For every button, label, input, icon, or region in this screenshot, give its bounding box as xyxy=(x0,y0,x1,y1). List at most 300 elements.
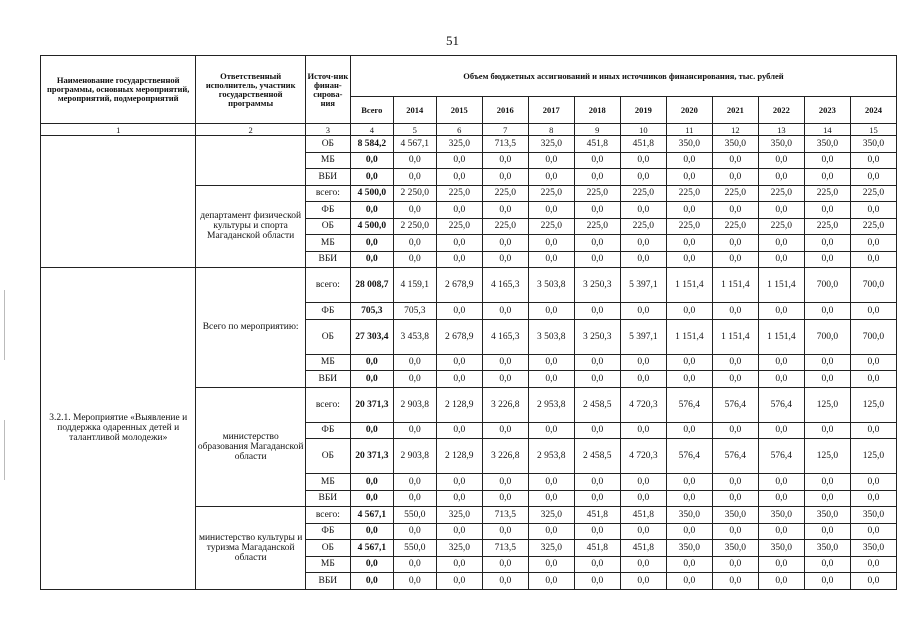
value-cell: 0,0 xyxy=(436,354,482,371)
header-year: 2020 xyxy=(666,97,712,124)
executor-cell: министерство культуры и туризма Магаданской области xyxy=(196,507,305,590)
value-cell: 5 397,1 xyxy=(620,268,666,303)
source-cell: ФБ xyxy=(305,303,350,320)
value-cell: 0,0 xyxy=(666,235,712,252)
value-cell: 0,0 xyxy=(393,523,436,540)
value-cell: 350,0 xyxy=(850,507,896,524)
value-cell: 0,0 xyxy=(850,235,896,252)
value-cell: 0,0 xyxy=(393,235,436,252)
value-cell: 0,0 xyxy=(804,202,850,219)
value-cell: 0,0 xyxy=(804,556,850,573)
value-cell: 0,0 xyxy=(620,371,666,388)
value-cell: 0,0 xyxy=(482,169,528,186)
value-cell: 225,0 xyxy=(804,218,850,235)
value-cell: 0,0 xyxy=(804,573,850,590)
value-cell: 0,0 xyxy=(712,354,758,371)
value-cell: 0,0 xyxy=(804,303,850,320)
value-cell: 0,0 xyxy=(804,490,850,507)
header-year: 2019 xyxy=(620,97,666,124)
value-cell: 2 903,8 xyxy=(393,439,436,474)
value-cell: 0,0 xyxy=(620,573,666,590)
value-cell: 0,0 xyxy=(620,422,666,439)
value-cell: 1 151,4 xyxy=(666,268,712,303)
total-cell: 0,0 xyxy=(350,152,393,169)
column-number: 1 xyxy=(41,124,196,136)
value-cell: 0,0 xyxy=(620,251,666,268)
value-cell: 350,0 xyxy=(712,540,758,557)
value-cell: 2 953,8 xyxy=(528,439,574,474)
value-cell: 0,0 xyxy=(574,422,620,439)
value-cell: 2 953,8 xyxy=(528,387,574,422)
value-cell: 0,0 xyxy=(666,251,712,268)
value-cell: 125,0 xyxy=(804,387,850,422)
header-year: 2014 xyxy=(393,97,436,124)
column-number: 2 xyxy=(196,124,305,136)
value-cell: 225,0 xyxy=(758,185,804,202)
value-cell: 1 151,4 xyxy=(758,319,804,354)
value-cell: 700,0 xyxy=(804,268,850,303)
executor-cell: Всего по мероприятию: xyxy=(196,268,305,388)
value-cell: 0,0 xyxy=(436,202,482,219)
value-cell: 0,0 xyxy=(528,251,574,268)
value-cell: 451,8 xyxy=(620,507,666,524)
value-cell: 550,0 xyxy=(393,507,436,524)
value-cell: 0,0 xyxy=(850,303,896,320)
value-cell: 325,0 xyxy=(528,540,574,557)
value-cell: 0,0 xyxy=(528,235,574,252)
value-cell: 0,0 xyxy=(528,303,574,320)
value-cell: 0,0 xyxy=(758,169,804,186)
value-cell: 0,0 xyxy=(393,251,436,268)
value-cell: 0,0 xyxy=(758,490,804,507)
value-cell: 4 720,3 xyxy=(620,387,666,422)
value-cell: 4 567,1 xyxy=(393,136,436,153)
value-cell: 0,0 xyxy=(758,422,804,439)
value-cell: 0,0 xyxy=(574,354,620,371)
value-cell: 2 678,9 xyxy=(436,319,482,354)
column-number: 8 xyxy=(528,124,574,136)
value-cell: 0,0 xyxy=(393,202,436,219)
value-cell: 0,0 xyxy=(666,202,712,219)
value-cell: 0,0 xyxy=(712,202,758,219)
value-cell: 451,8 xyxy=(574,507,620,524)
value-cell: 3 503,8 xyxy=(528,319,574,354)
value-cell: 0,0 xyxy=(482,371,528,388)
value-cell: 0,0 xyxy=(758,573,804,590)
value-cell: 0,0 xyxy=(712,523,758,540)
header-total: Всего xyxy=(350,97,393,124)
value-cell: 0,0 xyxy=(620,152,666,169)
value-cell: 225,0 xyxy=(712,218,758,235)
total-cell: 0,0 xyxy=(350,371,393,388)
value-cell: 325,0 xyxy=(528,507,574,524)
value-cell: 0,0 xyxy=(436,303,482,320)
value-cell: 225,0 xyxy=(574,185,620,202)
value-cell: 225,0 xyxy=(482,185,528,202)
value-cell: 225,0 xyxy=(758,218,804,235)
value-cell: 0,0 xyxy=(804,235,850,252)
value-cell: 0,0 xyxy=(574,303,620,320)
value-cell: 0,0 xyxy=(528,169,574,186)
value-cell: 0,0 xyxy=(850,251,896,268)
value-cell: 0,0 xyxy=(712,251,758,268)
value-cell: 576,4 xyxy=(758,387,804,422)
value-cell: 225,0 xyxy=(620,218,666,235)
total-cell: 20 371,3 xyxy=(350,387,393,422)
total-cell: 27 303,4 xyxy=(350,319,393,354)
column-number: 10 xyxy=(620,124,666,136)
value-cell: 0,0 xyxy=(712,152,758,169)
value-cell: 0,0 xyxy=(804,152,850,169)
value-cell: 0,0 xyxy=(712,490,758,507)
value-cell: 0,0 xyxy=(393,556,436,573)
value-cell: 2 250,0 xyxy=(393,218,436,235)
value-cell: 0,0 xyxy=(482,490,528,507)
value-cell: 0,0 xyxy=(804,523,850,540)
value-cell: 0,0 xyxy=(712,303,758,320)
value-cell: 4 720,3 xyxy=(620,439,666,474)
value-cell: 0,0 xyxy=(528,523,574,540)
source-cell: всего: xyxy=(305,268,350,303)
value-cell: 0,0 xyxy=(482,523,528,540)
value-cell: 0,0 xyxy=(712,474,758,491)
source-cell: ОБ xyxy=(305,319,350,354)
column-number: 4 xyxy=(350,124,393,136)
value-cell: 0,0 xyxy=(436,152,482,169)
value-cell: 325,0 xyxy=(528,136,574,153)
value-cell: 0,0 xyxy=(620,354,666,371)
value-cell: 225,0 xyxy=(850,185,896,202)
value-cell: 0,0 xyxy=(436,490,482,507)
value-cell: 3 226,8 xyxy=(482,387,528,422)
value-cell: 2 458,5 xyxy=(574,439,620,474)
value-cell: 3 226,8 xyxy=(482,439,528,474)
total-cell: 0,0 xyxy=(350,556,393,573)
value-cell: 0,0 xyxy=(758,235,804,252)
total-cell: 0,0 xyxy=(350,523,393,540)
column-number: 13 xyxy=(758,124,804,136)
scan-edge-mark xyxy=(4,420,5,480)
value-cell: 0,0 xyxy=(482,235,528,252)
header-year: 2018 xyxy=(574,97,620,124)
source-cell: МБ xyxy=(305,474,350,491)
executor-cell: департамент физической культуры и спорта Магаданской области xyxy=(196,185,305,268)
value-cell: 4 159,1 xyxy=(393,268,436,303)
value-cell: 0,0 xyxy=(574,152,620,169)
header-source: Источ-ник финан-сирова-ния xyxy=(305,56,350,124)
value-cell: 0,0 xyxy=(758,556,804,573)
value-cell: 0,0 xyxy=(436,474,482,491)
source-cell: ФБ xyxy=(305,202,350,219)
source-cell: ВБИ xyxy=(305,490,350,507)
value-cell: 0,0 xyxy=(528,422,574,439)
value-cell: 0,0 xyxy=(850,169,896,186)
value-cell: 0,0 xyxy=(482,556,528,573)
value-cell: 0,0 xyxy=(850,474,896,491)
value-cell: 2 458,5 xyxy=(574,387,620,422)
value-cell: 0,0 xyxy=(482,354,528,371)
value-cell: 225,0 xyxy=(712,185,758,202)
header-volume: Объем бюджетных ассигнований и иных источников финансирования, тыс. рублей xyxy=(350,56,896,97)
page-number: 51 xyxy=(446,33,459,48)
value-cell: 0,0 xyxy=(666,371,712,388)
value-cell: 0,0 xyxy=(666,523,712,540)
value-cell: 2 128,9 xyxy=(436,387,482,422)
value-cell: 350,0 xyxy=(850,540,896,557)
value-cell: 4 165,3 xyxy=(482,319,528,354)
value-cell: 0,0 xyxy=(528,371,574,388)
total-cell: 0,0 xyxy=(350,235,393,252)
value-cell: 700,0 xyxy=(804,319,850,354)
source-cell: всего: xyxy=(305,185,350,202)
value-cell: 0,0 xyxy=(850,371,896,388)
value-cell: 0,0 xyxy=(574,202,620,219)
value-cell: 0,0 xyxy=(436,573,482,590)
value-cell: 1 151,4 xyxy=(758,268,804,303)
value-cell: 0,0 xyxy=(712,169,758,186)
value-cell: 350,0 xyxy=(804,507,850,524)
activity-name xyxy=(41,136,196,268)
total-cell: 20 371,3 xyxy=(350,439,393,474)
value-cell: 0,0 xyxy=(620,169,666,186)
header-year: 2017 xyxy=(528,97,574,124)
value-cell: 0,0 xyxy=(574,556,620,573)
column-number: 11 xyxy=(666,124,712,136)
total-cell: 28 008,7 xyxy=(350,268,393,303)
header-executor: Ответственный исполнитель, участник государственной программы xyxy=(196,56,305,124)
value-cell: 0,0 xyxy=(758,303,804,320)
value-cell: 0,0 xyxy=(436,556,482,573)
value-cell: 350,0 xyxy=(712,136,758,153)
value-cell: 125,0 xyxy=(850,387,896,422)
value-cell: 0,0 xyxy=(804,169,850,186)
source-cell: МБ xyxy=(305,235,350,252)
source-cell: ВБИ xyxy=(305,371,350,388)
value-cell: 0,0 xyxy=(393,152,436,169)
value-cell: 0,0 xyxy=(574,235,620,252)
value-cell: 0,0 xyxy=(528,152,574,169)
value-cell: 350,0 xyxy=(666,540,712,557)
column-number: 15 xyxy=(850,124,896,136)
header-year: 2024 xyxy=(850,97,896,124)
total-cell: 4 500,0 xyxy=(350,185,393,202)
value-cell: 0,0 xyxy=(574,573,620,590)
value-cell: 451,8 xyxy=(620,540,666,557)
value-cell: 576,4 xyxy=(758,439,804,474)
value-cell: 225,0 xyxy=(528,218,574,235)
value-cell: 0,0 xyxy=(666,573,712,590)
total-cell: 0,0 xyxy=(350,422,393,439)
value-cell: 0,0 xyxy=(804,422,850,439)
value-cell: 700,0 xyxy=(850,268,896,303)
value-cell: 0,0 xyxy=(758,251,804,268)
column-number: 3 xyxy=(305,124,350,136)
value-cell: 0,0 xyxy=(850,354,896,371)
column-number: 14 xyxy=(804,124,850,136)
value-cell: 700,0 xyxy=(850,319,896,354)
value-cell: 350,0 xyxy=(804,136,850,153)
value-cell: 0,0 xyxy=(528,573,574,590)
value-cell: 225,0 xyxy=(574,218,620,235)
value-cell: 225,0 xyxy=(482,218,528,235)
value-cell: 0,0 xyxy=(620,235,666,252)
value-cell: 0,0 xyxy=(620,490,666,507)
total-cell: 4 567,1 xyxy=(350,507,393,524)
source-cell: всего: xyxy=(305,507,350,524)
value-cell: 0,0 xyxy=(436,235,482,252)
value-cell: 2 128,9 xyxy=(436,439,482,474)
value-cell: 0,0 xyxy=(620,523,666,540)
source-cell: ВБИ xyxy=(305,573,350,590)
value-cell: 0,0 xyxy=(712,556,758,573)
value-cell: 225,0 xyxy=(436,218,482,235)
header-year: 2021 xyxy=(712,97,758,124)
value-cell: 0,0 xyxy=(620,474,666,491)
value-cell: 0,0 xyxy=(712,235,758,252)
total-cell: 0,0 xyxy=(350,474,393,491)
value-cell: 0,0 xyxy=(482,474,528,491)
table-row xyxy=(41,268,897,303)
source-cell: ВБИ xyxy=(305,251,350,268)
value-cell: 1 151,4 xyxy=(712,319,758,354)
source-cell: ВБИ xyxy=(305,169,350,186)
value-cell: 576,4 xyxy=(712,387,758,422)
value-cell: 225,0 xyxy=(666,185,712,202)
value-cell: 350,0 xyxy=(758,136,804,153)
value-cell: 0,0 xyxy=(574,474,620,491)
value-cell: 0,0 xyxy=(393,169,436,186)
value-cell: 0,0 xyxy=(482,251,528,268)
value-cell: 713,5 xyxy=(482,507,528,524)
total-cell: 8 584,2 xyxy=(350,136,393,153)
value-cell: 0,0 xyxy=(393,422,436,439)
value-cell: 125,0 xyxy=(804,439,850,474)
total-cell: 0,0 xyxy=(350,169,393,186)
value-cell: 0,0 xyxy=(393,354,436,371)
value-cell: 0,0 xyxy=(758,152,804,169)
source-cell: ОБ xyxy=(305,136,350,153)
value-cell: 2 903,8 xyxy=(393,387,436,422)
value-cell: 0,0 xyxy=(482,202,528,219)
header-year: 2016 xyxy=(482,97,528,124)
total-cell: 0,0 xyxy=(350,202,393,219)
value-cell: 705,3 xyxy=(393,303,436,320)
activity-name: 3.2.1. Мероприятие «Выявление и поддержка одаренных детей и талантливой молодежи» xyxy=(41,268,196,590)
value-cell: 0,0 xyxy=(620,556,666,573)
value-cell: 0,0 xyxy=(666,556,712,573)
value-cell: 350,0 xyxy=(758,507,804,524)
value-cell: 325,0 xyxy=(436,507,482,524)
financing-table xyxy=(40,55,897,590)
value-cell: 1 151,4 xyxy=(712,268,758,303)
source-cell: ОБ xyxy=(305,439,350,474)
value-cell: 0,0 xyxy=(528,354,574,371)
value-cell: 0,0 xyxy=(850,556,896,573)
value-cell: 0,0 xyxy=(712,371,758,388)
value-cell: 0,0 xyxy=(393,474,436,491)
value-cell: 225,0 xyxy=(528,185,574,202)
value-cell: 0,0 xyxy=(482,152,528,169)
value-cell: 0,0 xyxy=(436,523,482,540)
column-number: 9 xyxy=(574,124,620,136)
value-cell: 350,0 xyxy=(804,540,850,557)
value-cell: 0,0 xyxy=(574,169,620,186)
value-cell: 0,0 xyxy=(758,354,804,371)
value-cell: 0,0 xyxy=(666,152,712,169)
value-cell: 713,5 xyxy=(482,136,528,153)
value-cell: 0,0 xyxy=(574,523,620,540)
source-cell: всего: xyxy=(305,387,350,422)
header-year: 2022 xyxy=(758,97,804,124)
value-cell: 0,0 xyxy=(574,371,620,388)
value-cell: 125,0 xyxy=(850,439,896,474)
value-cell: 2 678,9 xyxy=(436,268,482,303)
header-year: 2023 xyxy=(804,97,850,124)
value-cell: 0,0 xyxy=(393,490,436,507)
total-cell: 4 500,0 xyxy=(350,218,393,235)
executor-cell xyxy=(196,136,305,186)
value-cell: 0,0 xyxy=(393,371,436,388)
total-cell: 705,3 xyxy=(350,303,393,320)
value-cell: 350,0 xyxy=(758,540,804,557)
total-cell: 0,0 xyxy=(350,490,393,507)
source-cell: ФБ xyxy=(305,523,350,540)
scan-edge-mark xyxy=(4,290,5,360)
source-cell: ОБ xyxy=(305,540,350,557)
value-cell: 0,0 xyxy=(574,251,620,268)
value-cell: 713,5 xyxy=(482,540,528,557)
value-cell: 0,0 xyxy=(804,354,850,371)
value-cell: 3 453,8 xyxy=(393,319,436,354)
value-cell: 4 165,3 xyxy=(482,268,528,303)
value-cell: 3 250,3 xyxy=(574,319,620,354)
total-cell: 4 567,1 xyxy=(350,540,393,557)
value-cell: 3 250,3 xyxy=(574,268,620,303)
column-number: 7 xyxy=(482,124,528,136)
table-row xyxy=(41,136,897,153)
value-cell: 0,0 xyxy=(436,371,482,388)
value-cell: 0,0 xyxy=(758,202,804,219)
value-cell: 0,0 xyxy=(666,354,712,371)
value-cell: 0,0 xyxy=(528,556,574,573)
executor-cell: министерство образования Магаданской области xyxy=(196,387,305,507)
value-cell: 0,0 xyxy=(758,474,804,491)
value-cell: 350,0 xyxy=(850,136,896,153)
value-cell: 0,0 xyxy=(804,474,850,491)
source-cell: ФБ xyxy=(305,422,350,439)
value-cell: 0,0 xyxy=(436,422,482,439)
value-cell: 0,0 xyxy=(666,303,712,320)
value-cell: 0,0 xyxy=(758,523,804,540)
value-cell: 1 151,4 xyxy=(666,319,712,354)
value-cell: 0,0 xyxy=(482,303,528,320)
value-cell: 576,4 xyxy=(712,439,758,474)
value-cell: 0,0 xyxy=(850,202,896,219)
header-year: 2015 xyxy=(436,97,482,124)
source-cell: МБ xyxy=(305,152,350,169)
value-cell: 0,0 xyxy=(758,371,804,388)
value-cell: 0,0 xyxy=(620,303,666,320)
value-cell: 0,0 xyxy=(804,371,850,388)
value-cell: 0,0 xyxy=(850,152,896,169)
value-cell: 0,0 xyxy=(436,169,482,186)
value-cell: 576,4 xyxy=(666,387,712,422)
value-cell: 550,0 xyxy=(393,540,436,557)
value-cell: 225,0 xyxy=(666,218,712,235)
value-cell: 451,8 xyxy=(574,136,620,153)
column-number: 6 xyxy=(436,124,482,136)
value-cell: 0,0 xyxy=(482,573,528,590)
